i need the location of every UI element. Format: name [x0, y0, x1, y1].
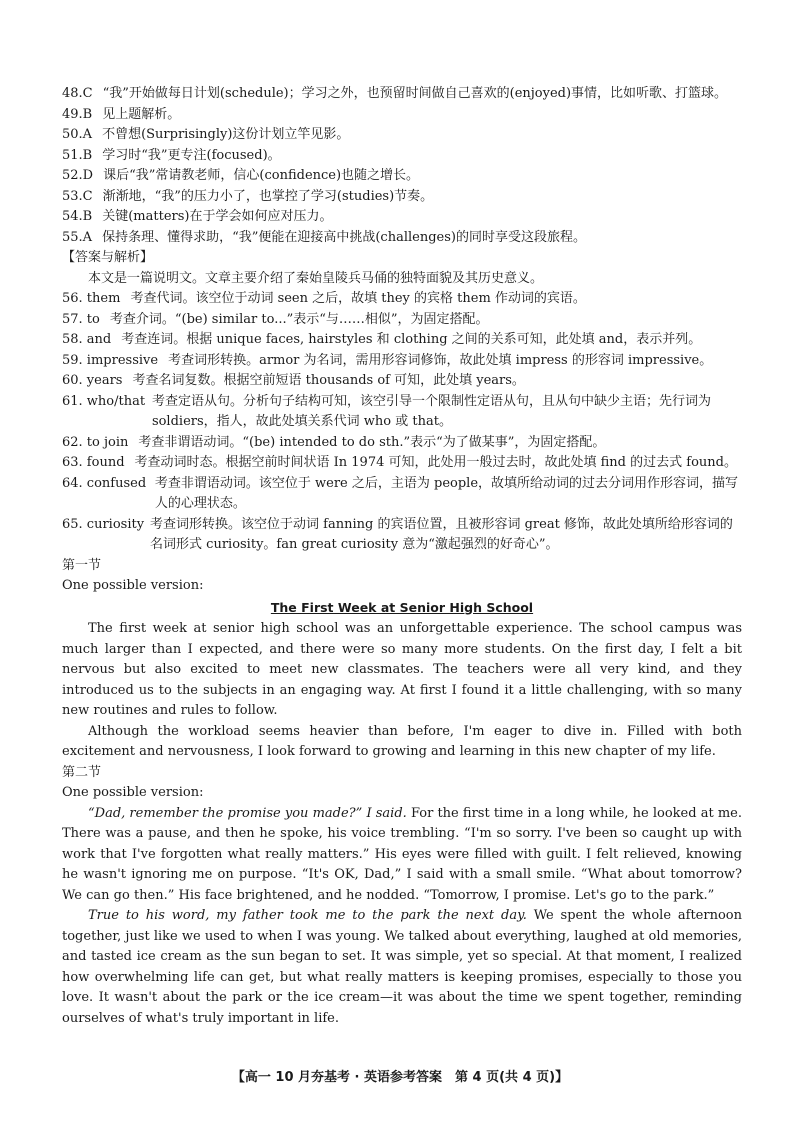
essay-body — [62, 619, 742, 763]
answer-explanation: 考查词形转换。armor 为名词，需用形容词修饰，故此处填 impress 的形容词 impressive。 — [168, 352, 713, 368]
essay-paragraph: The first week at senior high school was an unforgettable experience. The school campus was much larger than I expected, and there were so many more students. On the first day, I felt a bit nervous but also excited to meet new classmates. The teachers were all very kind, and they introduced us to the subjects in an engaging way. At first I found it a little challenging, with so many new routines and rules to follow. — [62, 621, 742, 718]
answer-number: 59. impressive — [62, 352, 159, 368]
section1-version-label: One possible version: — [62, 578, 204, 593]
answer-explanation: 课后“我”常请教老师，信心(confidence)也随之增长。 — [103, 168, 420, 183]
answer-explanation: 考查介词。“(be) similar to...”表示“与……相似”，为固定搭配。 — [109, 311, 489, 327]
answer-item — [62, 289, 742, 310]
essay-title: The First Week at Senior High School — [270, 599, 534, 615]
answer-item — [62, 474, 742, 515]
answer-number: 52.D — [62, 168, 94, 183]
answer-number: 64. confused — [62, 475, 147, 491]
continuation-paragraph — [62, 906, 742, 1029]
spacer — [92, 105, 102, 126]
answer-item — [62, 433, 742, 454]
continuation-paragraph — [62, 804, 742, 907]
spacer — [146, 474, 155, 515]
section-header: 【答案与解析】 — [62, 250, 154, 265]
section2-version-label: One possible version: — [62, 785, 204, 800]
paragraph-text: For the first time in a long while, he looked at me. There was a pause, and then he spoke, his voice trembling. “I'm so sorry. I've been so caught up with work that I've forgotten what really matters.” His eyes were filled with guilt. I felt relieved, knowing he wasn't ignoring me on purpose. “It's OK, Dad,” I said with a small smile. “What about tomorrow? We can go then.” His face brightened, and he nodded. “Tomorrow, I promise. Let's go to the park.” — [62, 805, 742, 903]
answer-item — [62, 310, 742, 331]
answer-number: 48.C — [62, 86, 93, 101]
answer-item — [62, 392, 742, 433]
paragraph-opening: “Dad, remember the promise you made?” I said. — [88, 805, 407, 821]
answer-number: 55.A — [62, 229, 93, 245]
answer-explanation: 考查名词复数。根据空前短语 thousands of 可知，此处填 years。 — [132, 373, 525, 388]
answer-number: 63. found — [62, 455, 125, 470]
answers-top-list — [62, 84, 742, 248]
spacer — [92, 146, 102, 167]
spacer — [100, 310, 110, 331]
spacer — [92, 207, 102, 228]
answer-item — [62, 330, 742, 351]
answer-explanation: 考查词形转换。该空位于动词 fanning 的宾语位置，且被形容词 great 修饰，故此处填所给形容词的名词形式 curiosity。fan great curiosity 意为“激起强烈的好奇心”。 — [150, 516, 733, 552]
spacer — [122, 371, 132, 392]
answer-item — [62, 84, 742, 105]
answers-bottom-list — [62, 289, 742, 556]
answer-item — [62, 515, 742, 556]
answer-item — [62, 351, 742, 372]
spacer — [125, 453, 135, 474]
section1-label: 第一节 — [62, 557, 102, 573]
answer-explanation: 考查非谓语动词。“(be) intended to do sth.”表示“为了做某事”，为固定搭配。 — [138, 434, 606, 450]
answer-explanation: 不曾想(Surprisingly)这份计划立竿见影。 — [102, 127, 350, 142]
answer-item — [62, 187, 742, 208]
answer-item — [62, 105, 742, 126]
spacer — [128, 433, 138, 454]
passage-intro: 本文是一篇说明文。文章主要介绍了秦始皇陵兵马俑的独特面貌及其历史意义。 — [88, 270, 544, 286]
answer-item — [62, 371, 742, 392]
answer-number: 65. curiosity — [62, 516, 145, 532]
answer-number: 57. to — [62, 311, 100, 327]
paragraph-opening: True to his word, my father took me to the park the next day. — [88, 908, 527, 923]
answer-number: 62. to join — [62, 434, 129, 450]
spacer — [92, 125, 102, 146]
answer-number: 49.B — [62, 106, 93, 122]
answer-explanation: 考查代词。该空位于动词 seen 之后，故填 they 的宾格 them 作动词的宾语。 — [130, 291, 586, 306]
answer-explanation: 考查连词。根据 unique faces, hairstyles 和 clothing 之间的关系可知，此处填 and，表示并列。 — [121, 332, 702, 347]
answer-explanation: 考查动词时态。根据空前时间状语 In 1974 可知，此处用一般过去时，故此处填 find 的过去式 found。 — [134, 455, 737, 470]
answer-explanation: 考查定语从句。分析句子结构可知，该空引导一个限制性定语从句，且从句中缺少主语；先行词为 soldiers，指人，故此处填关系代词 who 或 that。 — [151, 393, 711, 429]
spacer — [93, 166, 103, 187]
answer-item — [62, 146, 742, 167]
section2-label: 第二节 — [62, 764, 102, 780]
spacer — [145, 392, 152, 433]
answer-item — [62, 207, 742, 228]
answer-explanation: 考查非谓语动词。该空位于 were 之后，主语为 people，故填所给动词的过去分词用作形容词，描写人的心理状态。 — [154, 475, 739, 511]
spacer — [158, 351, 168, 372]
answer-number: 60. years — [62, 373, 123, 388]
answer-number: 51.B — [62, 147, 93, 163]
answer-number: 50.A — [62, 127, 93, 142]
answer-number: 56. them — [62, 291, 121, 306]
spacer — [93, 84, 103, 105]
continuation-body — [62, 804, 742, 1030]
answer-explanation: “我”开始做每日计划(schedule)；学习之外，也预留时间做自己喜欢的(enjoyed)事情，比如听歌、打篮球。 — [102, 86, 728, 101]
answer-explanation: 学习时“我”更专注(focused)。 — [102, 147, 281, 163]
answer-number: 53.C — [62, 188, 93, 204]
answer-explanation: 见上题解析。 — [102, 106, 181, 122]
answer-explanation: 渐渐地，“我”的压力小了，也掌控了学习(studies)节奏。 — [102, 188, 434, 204]
answer-number: 61. who/that — [62, 393, 146, 409]
spacer — [111, 330, 121, 351]
answer-number: 54.B — [62, 209, 93, 224]
spacer — [92, 228, 102, 249]
paragraph-text: We spent the whole afternoon together, just like we used to when I was young. We talked about everything, laughed at old memories, and tasted ice cream as the sun began to set. It was simple, yet so special. At that moment, I realized how overwhelming life can get, but what really matters is keeping promises, especially to those you love. It wasn't about the park or the ice cream—it was about the time we spent together, reminding ourselves of what's truly important in life. — [62, 908, 742, 1026]
spacer — [120, 289, 130, 310]
spacer — [93, 187, 103, 208]
answer-item — [62, 453, 742, 474]
essay-paragraph: Although the workload seems heavier than before, I'm eager to dive in. Filled with both excitement and nervousness, I look forward to growing and learning in this new chapter of my life. — [62, 723, 742, 759]
answer-item — [62, 125, 742, 146]
answer-explanation: 关键(matters)在于学会如何应对压力。 — [102, 209, 333, 224]
answer-item — [62, 228, 742, 249]
answer-item — [62, 166, 742, 187]
answer-page — [62, 84, 742, 1029]
page-footer: 【高一 10 月夯基考 · 英语参考答案 第 4 页(共 4 页)】 — [231, 1070, 569, 1085]
answer-number: 58. and — [62, 332, 112, 347]
answer-explanation: 保持条理、懂得求助，“我”便能在迎接高中挑战(challenges)的同时享受这段旅程。 — [102, 229, 586, 245]
